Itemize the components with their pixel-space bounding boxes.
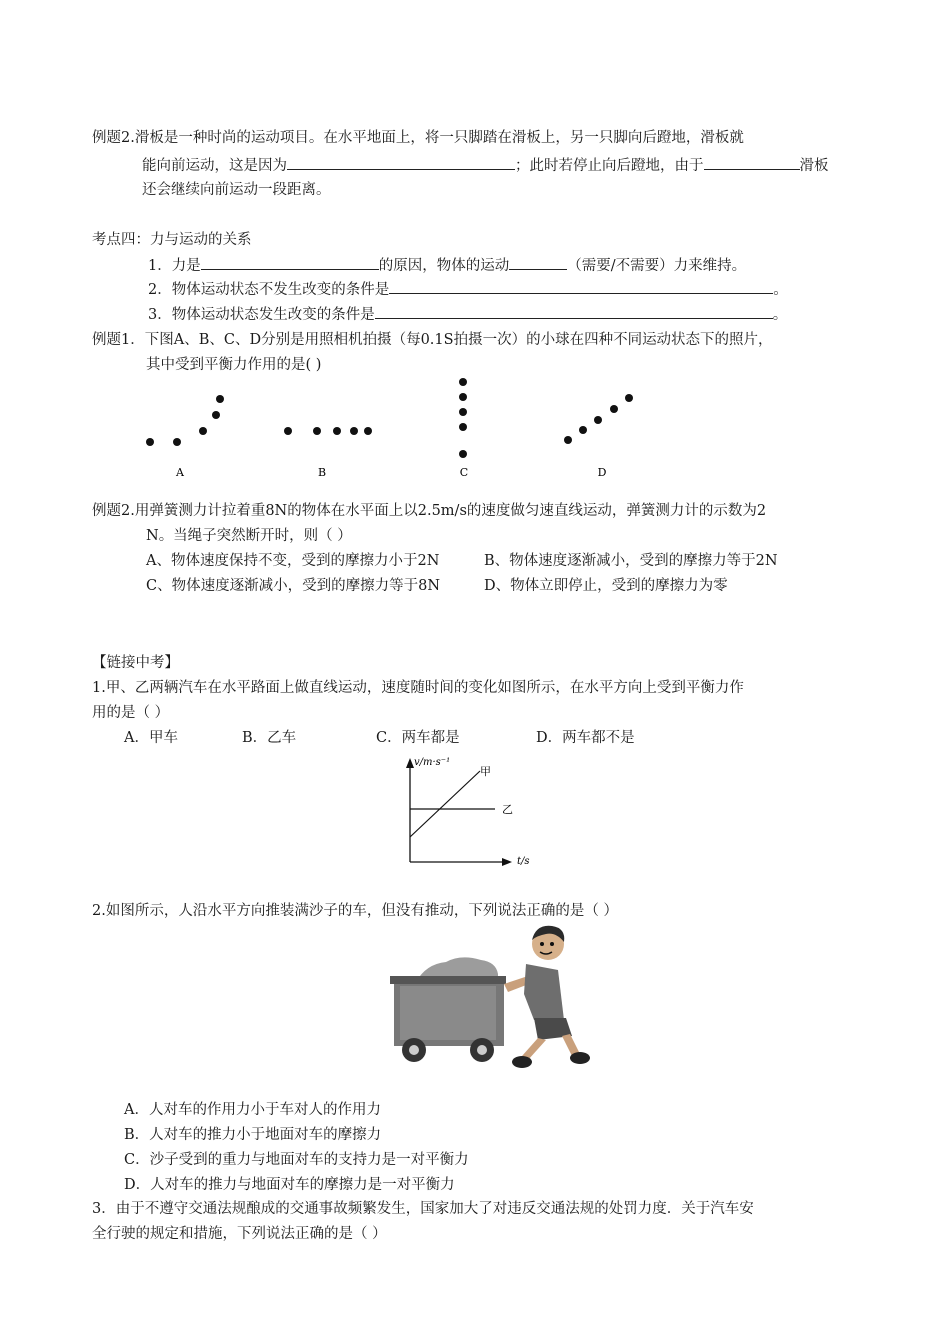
- x-axis-arrow-icon: [502, 858, 512, 866]
- answer-blank[interactable]: [201, 255, 379, 270]
- option-b[interactable]: B．乙车: [242, 730, 297, 746]
- question-text: ；此时若停止向后蹬地，由于: [515, 158, 704, 174]
- question-text: 例题2.用弹簧测力计拉着重8N的物体在水平面上以2.5m/s的速度做匀速直线运动，弹簧测力计的示数为2: [92, 503, 767, 519]
- item-text: 2．物体运动状态不发生改变的条件是: [148, 282, 390, 298]
- photo-label-a: A: [176, 466, 184, 479]
- section-title: 考点四：力与运动的关系: [92, 232, 252, 248]
- option-d[interactable]: D．两车都不是: [536, 730, 635, 746]
- cart-icon: [390, 957, 506, 1062]
- item-text: 3．物体运动状态发生改变的条件是: [148, 307, 375, 323]
- option-a[interactable]: A、物体速度保持不变，受到的摩擦力小于2N: [146, 553, 440, 569]
- answer-blank[interactable]: [389, 279, 773, 294]
- question-text: 用的是（ ）: [92, 705, 170, 721]
- section-title: 【链接中考】: [92, 655, 179, 671]
- question-text: 还会继续向前运动一段距离。: [142, 182, 331, 198]
- question-text: 能向前运动，这是因为: [142, 158, 287, 174]
- item-text: （需要/不需要）力来维持。: [567, 258, 747, 274]
- example-skateboard: [92, 128, 892, 198]
- question-text: 滑板: [799, 158, 829, 174]
- option-b[interactable]: B、物体速度逐渐减小，受到的摩擦力等于2N: [484, 553, 778, 569]
- option-a[interactable]: A．甲车: [124, 730, 178, 746]
- answer-blank[interactable]: [704, 155, 800, 170]
- question-text: N。当绳子突然断开时，则（ ）: [146, 528, 352, 544]
- ball-photo-c: [459, 378, 467, 458]
- option-c[interactable]: C．沙子受到的重力与地面对车的支持力是一对平衡力: [124, 1152, 469, 1168]
- answer-blank[interactable]: [375, 304, 773, 319]
- question-text: 例题2.滑板是一种时尚的运动项目。在水平地面上，将一只脚踏在滑板上，另一只脚向后蹬地，滑板就: [92, 130, 744, 146]
- photo-label-b: B: [317, 466, 327, 479]
- answer-blank[interactable]: [509, 255, 567, 270]
- velocity-time-graph: [380, 752, 540, 870]
- series-label-yi: 乙: [502, 803, 513, 816]
- ball-photo-a: [146, 395, 224, 446]
- question-text: 例题1．下图A、B、C、D分别是用照相机拍摄（每0.1S拍摄一次）的小球在四种不同运动状态下的照片，: [92, 332, 773, 348]
- photo-label-d: D: [597, 466, 607, 479]
- option-c[interactable]: C、物体速度逐渐减小，受到的摩擦力等于8N: [146, 578, 441, 594]
- option-a[interactable]: A．人对车的作用力小于车对人的作用力: [124, 1102, 381, 1118]
- x-axis-label: t/s: [517, 856, 530, 867]
- ball-photos-figure: [130, 372, 650, 484]
- question-text: 其中受到平衡力作用的是( ): [146, 357, 322, 373]
- item-text: 。: [773, 282, 788, 298]
- option-d[interactable]: D、物体立即停止，受到的摩擦力为零: [484, 578, 728, 594]
- ball-photo-d: [564, 394, 633, 444]
- answer-blank[interactable]: [287, 155, 515, 170]
- question-text: 全行驶的规定和措施，下列说法正确的是（ ）: [92, 1226, 387, 1242]
- option-c[interactable]: C．两车都是: [376, 730, 460, 746]
- knowledge-item-3: [148, 303, 787, 324]
- option-d[interactable]: D．人对车的推力与地面对车的摩擦力是一对平衡力: [124, 1177, 455, 1193]
- y-axis-arrow-icon: [406, 758, 414, 768]
- boy-icon: [504, 926, 590, 1068]
- option-b[interactable]: B．人对车的推力小于地面对车的摩擦力: [124, 1127, 382, 1143]
- question-text: 1.甲、乙两辆汽车在水平路面上做直线运动，速度随时间的变化如图所示，在水平方向上受到平衡力作: [92, 680, 744, 696]
- question-text: 2.如图所示，人沿水平方向推装满沙子的车，但没有推动，下列说法正确的是（ ）: [92, 903, 618, 919]
- y-axis-label: v/m·s⁻¹: [414, 757, 451, 768]
- question-text: 3．由于不遵守交通法规酿成的交通事故频繁发生，国家加大了对违反交通法规的处罚力度．关于汽车安: [92, 1201, 754, 1217]
- knowledge-item-1: [148, 254, 746, 275]
- knowledge-item-2: [148, 278, 788, 299]
- boy-pushing-cart-illustration: [386, 924, 608, 1074]
- ball-photo-b: [284, 427, 372, 435]
- series-label-jia: 甲: [480, 765, 491, 778]
- item-text: 的原因，物体的运动: [378, 258, 510, 274]
- item-text: 1．力是: [148, 258, 201, 274]
- line-jia: [410, 771, 480, 837]
- photo-label-c: C: [459, 466, 469, 479]
- item-text: 。: [772, 307, 788, 323]
- question-text-line2: [142, 155, 829, 176]
